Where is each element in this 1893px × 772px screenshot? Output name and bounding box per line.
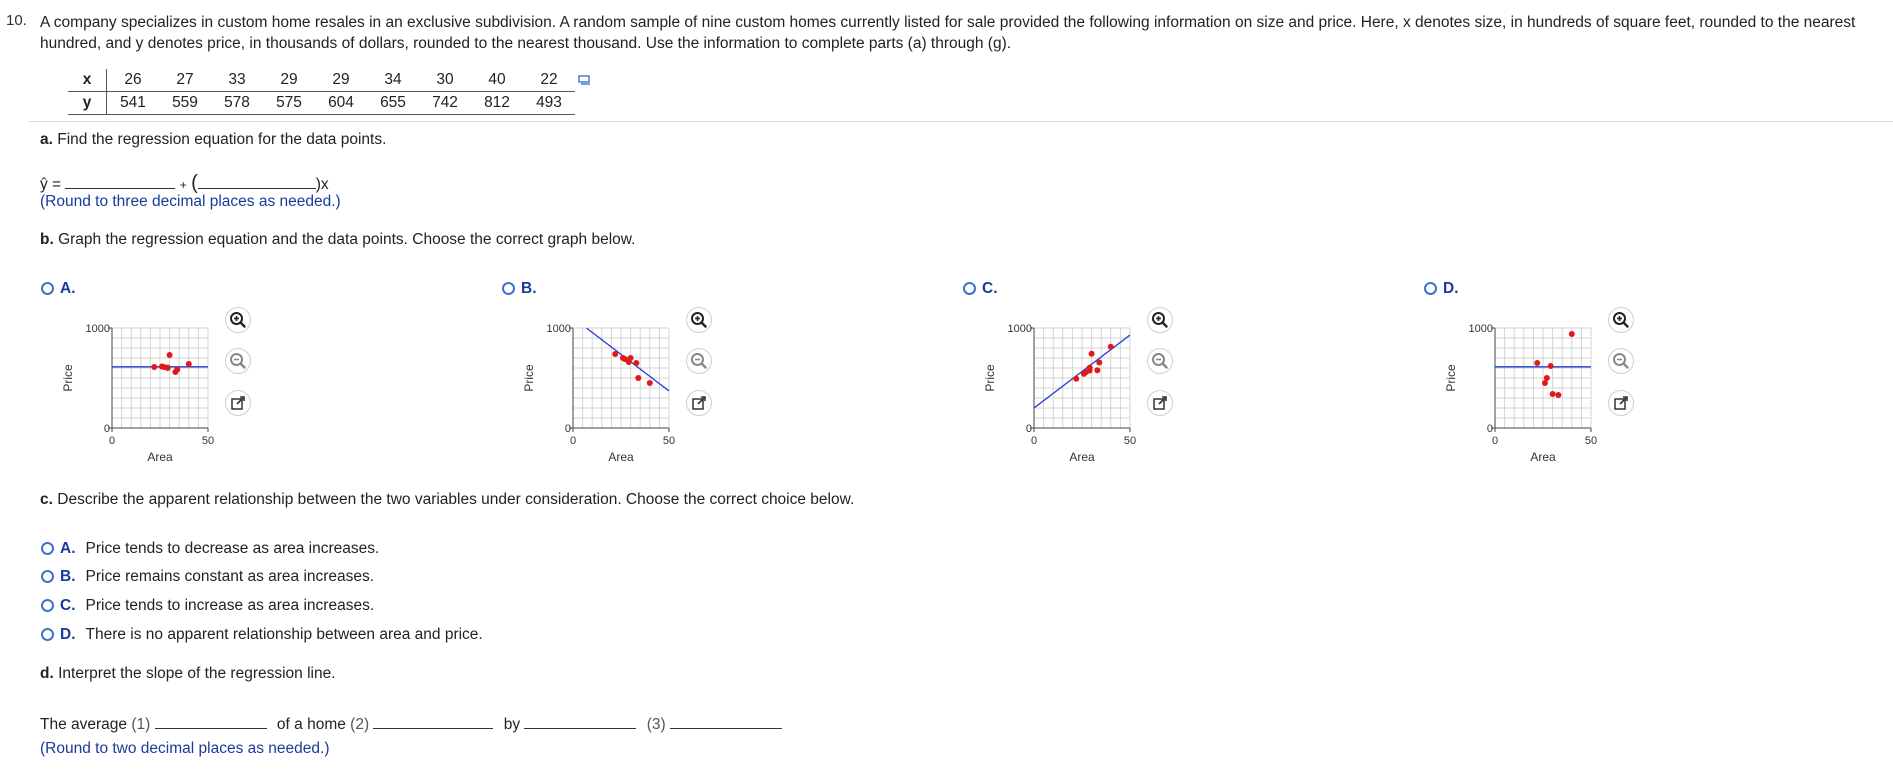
table-cell: 604 [315,92,367,115]
tick-label: 50 [662,435,676,447]
radio-button[interactable] [41,282,54,295]
zoom-in-icon[interactable] [1146,306,1174,334]
part-c-prompt [40,491,854,509]
regression-equation [40,172,329,195]
zoom-out-icon[interactable] [224,347,252,375]
data-point [186,361,192,367]
table-cell: 22 [523,69,575,92]
plus-sign: + [179,178,187,192]
part-a-text: Find the regression equation for the data points. [57,131,387,148]
table-y-label: y [68,92,107,115]
data-point [633,360,639,366]
zoom-in-icon[interactable] [1607,306,1635,334]
data-point [167,352,173,358]
x-axis-label: Area [147,450,173,464]
option-label: A. [60,280,76,297]
radio-button[interactable] [963,282,976,295]
divider [28,121,1893,122]
dropdown-2[interactable] [373,728,493,729]
tick-label: 1000 [85,323,110,335]
part-c-text: Describe the apparent relationship between the two variables under consideration. Choose the correct choice below. [57,491,855,508]
slope-interpretation [40,716,782,734]
data-point [1550,391,1556,397]
tick-label: 0 [1030,435,1038,447]
part-c-letter: c. [40,491,53,508]
tick-label: 0 [1025,423,1032,435]
graph-option-a[interactable] [41,280,76,298]
slope-value-field[interactable] [524,728,636,729]
tick-label: 1000 [1468,323,1493,335]
data-point [1096,360,1102,366]
table-cell: 493 [523,92,575,115]
table-cell: 40 [471,69,523,92]
table-x-label: x [68,69,107,92]
open-external-icon[interactable] [224,389,252,417]
table-cell: 27 [159,69,211,92]
table-cell: 655 [367,92,419,115]
table-row-y [68,92,575,115]
open-external-icon[interactable] [685,389,713,417]
part-a-prompt [40,131,386,149]
intercept-answer-field[interactable] [65,188,175,189]
radio-button[interactable] [1424,282,1437,295]
graph-b [511,318,711,468]
part-d-prompt [40,665,336,683]
tick-label: 50 [1584,435,1598,447]
table-cell: 29 [315,69,367,92]
zoom-in-icon[interactable] [685,306,713,334]
radio-button[interactable] [41,570,54,583]
slope-answer-field[interactable] [198,188,316,189]
data-point [1089,351,1095,357]
y-axis-label: Price [61,364,75,392]
data-point [1108,344,1114,350]
tick-label: 50 [201,435,215,447]
open-external-icon[interactable] [1607,389,1635,417]
zoom-out-icon[interactable] [685,347,713,375]
tick-label: 0 [564,423,571,435]
zoom-in-icon[interactable] [224,306,252,334]
graph-option-c[interactable] [963,280,998,298]
question-number: 10. [6,12,27,29]
copy-data-icon[interactable] [578,75,592,85]
graph-option-d[interactable] [1424,280,1459,298]
table-cell: 742 [419,92,471,115]
part-d-note: (Round to two decimal places as needed.) [40,740,330,757]
table-cell: 29 [263,69,315,92]
tick-label: 1000 [546,323,571,335]
tick-label: 0 [108,435,116,447]
open-external-icon[interactable] [1146,389,1174,417]
part-b-text: Graph the regression equation and the data points. Choose the correct graph below. [58,231,636,248]
zoom-out-icon[interactable] [1146,347,1174,375]
choice-text: Price remains constant as area increases. [85,568,375,585]
y-axis-label: Price [983,364,997,392]
zoom-out-icon[interactable] [1607,347,1635,375]
graph-c [972,318,1172,468]
open-paren: ( [191,172,198,194]
y-axis-label: Price [1444,364,1458,392]
data-point [635,375,641,381]
choice-text: Price tends to increase as area increases. [85,597,375,614]
tick-label: 0 [103,423,110,435]
choice-d[interactable]: D. There is no apparent relationship between area and price. [41,626,483,644]
table-cell: 30 [419,69,471,92]
graph-d [1433,318,1633,468]
radio-button[interactable] [41,542,54,555]
tick-label: 50 [1123,435,1137,447]
table-cell: 575 [263,92,315,115]
data-point [1569,331,1575,337]
choice-c[interactable]: C. Price tends to increase as area increases. [41,597,374,615]
x-axis-label: Area [1069,450,1095,464]
tick-label: 1000 [1007,323,1032,335]
table-cell: 541 [107,92,160,115]
radio-button[interactable] [41,599,54,612]
data-point [1548,363,1554,369]
sentence-part: of a home [276,716,346,733]
part-a-letter: a. [40,131,53,148]
blank-number: (2) [350,716,370,733]
table-cell: 26 [107,69,160,92]
part-b-letter: b. [40,231,54,248]
option-label: C. [982,280,998,297]
data-point [1542,380,1548,386]
data-point [647,380,653,386]
graph-option-b[interactable] [502,280,537,298]
data-point [1094,367,1100,373]
data-point [1534,360,1540,366]
option-label: D. [1443,280,1459,297]
table-cell: 33 [211,69,263,92]
y-axis-label: Price [522,364,536,392]
data-point [151,364,157,370]
part-d-text: Interpret the slope of the regression line. [58,665,336,682]
tick-label: 0 [1491,435,1499,447]
close-paren-x: )x [315,176,329,193]
table-cell: 812 [471,92,523,115]
graph-a [50,318,250,468]
data-point [628,355,634,361]
part-d-letter: d. [40,665,54,682]
data-point [612,351,618,357]
yhat-label: ŷ = [40,176,62,193]
x-axis-label: Area [608,450,634,464]
data-point [1555,392,1561,398]
table-row-x [68,69,575,92]
radio-button[interactable] [41,628,54,641]
question-text: A company specializes in custom home resales in an exclusive subdivision. A random sample of nine custom homes currently listed for sale provided the following information on size and price. Here, x denotes size, in hundreds of square feet, rounded to the nearest hundred, and y denotes price, in thousands of dollars, rounded to the nearest thousand. Use the information to complete parts (a) through (g). [40,14,1856,52]
table-cell: 578 [211,92,263,115]
choice-text: Price tends to decrease as area increases. [85,540,380,557]
data-table [68,69,575,115]
blank-number: (3) [646,716,666,733]
table-cell: 559 [159,92,211,115]
data-point [165,365,171,371]
choice-b[interactable]: B. Price remains constant as area increases. [41,568,374,586]
choice-a[interactable]: A. Price tends to decrease as area increases. [41,540,379,558]
radio-button[interactable] [502,282,515,295]
part-a-note: (Round to three decimal places as needed.) [40,193,341,210]
choice-text: There is no apparent relationship between area and price. [85,626,483,643]
tick-label: 0 [569,435,577,447]
x-axis-label: Area [1530,450,1556,464]
dropdown-1[interactable] [155,728,267,729]
sentence-part: by [503,716,521,733]
data-point [1073,376,1079,382]
tick-label: 0 [1486,423,1493,435]
dropdown-3[interactable] [670,728,782,729]
data-point [174,367,180,373]
option-label: B. [521,280,537,297]
blank-number: (1) [131,716,151,733]
data-point [1087,365,1093,371]
table-cell: 34 [367,69,419,92]
part-b-prompt [40,231,635,249]
sentence-part: The average [40,716,128,733]
